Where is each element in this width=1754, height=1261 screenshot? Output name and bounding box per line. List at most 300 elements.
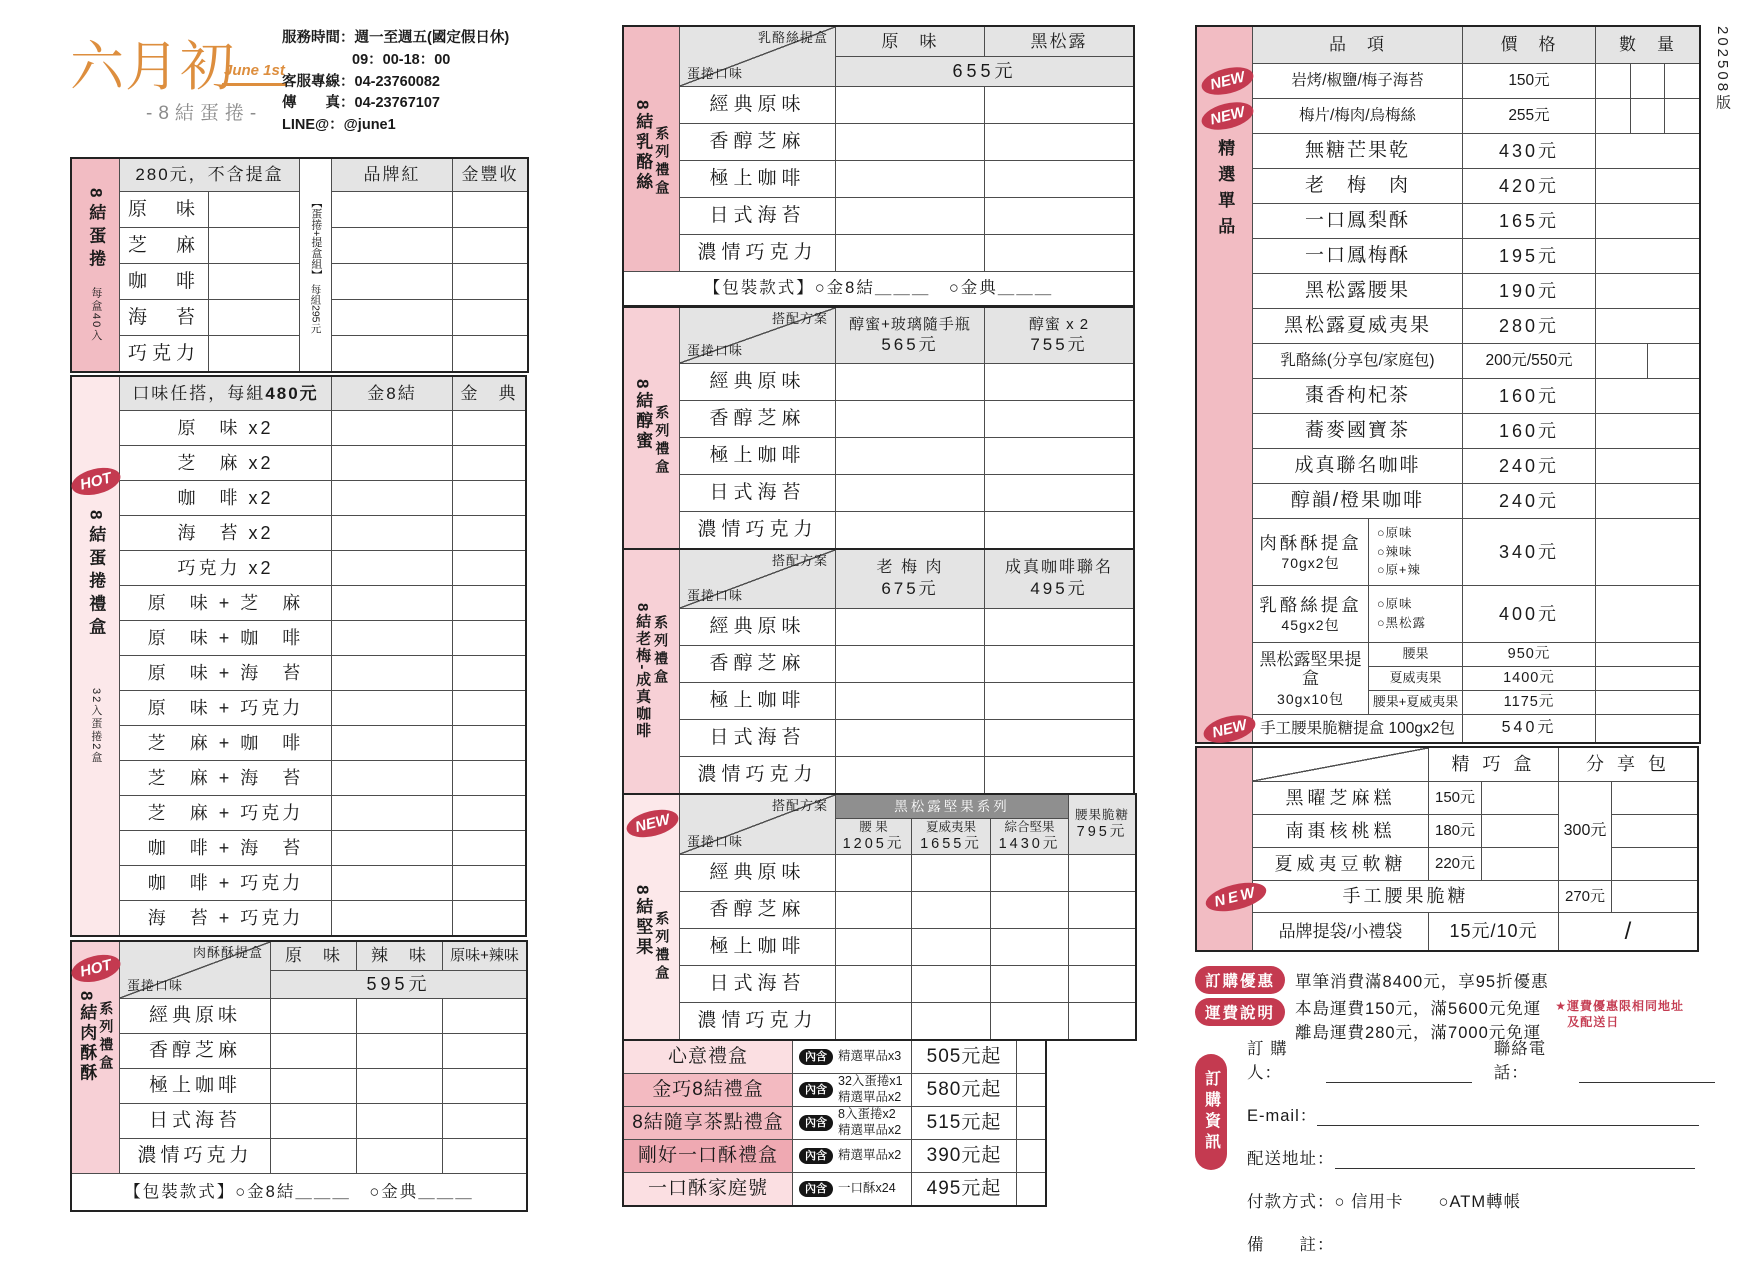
order-cell[interactable] (453, 446, 525, 480)
sidebar-subtitle: 系列禮盒 (654, 911, 671, 983)
sidebar-subtitle: 系列禮盒 (653, 615, 670, 688)
qty-cell[interactable] (1612, 782, 1697, 814)
order-cell[interactable] (836, 438, 984, 474)
flavor-label: 日式海苔 (680, 720, 835, 756)
item-name-cell (1253, 134, 1462, 168)
flavor-options[interactable]: ○原味 ○黑松露 (1369, 586, 1462, 642)
item-price-cell (1463, 414, 1595, 448)
flavor-label: 日式海苔 (120, 1104, 270, 1138)
contents-badge: 內含 (799, 1115, 833, 1132)
diag-top-label: 乳酪絲提盒 (757, 30, 828, 45)
box-name-cell: 肉酥酥提盒 70gx2包 (1253, 519, 1368, 585)
order-cell[interactable] (453, 656, 525, 690)
order-cell[interactable] (332, 726, 452, 760)
order-cell[interactable] (985, 198, 1133, 234)
order-cell[interactable] (836, 161, 984, 197)
qty-cell[interactable] (1596, 239, 1699, 273)
order-cell[interactable] (985, 364, 1133, 400)
mix-label: 芝 麻 + 咖 啡 (120, 726, 331, 760)
order-cell[interactable] (912, 855, 990, 891)
qty-cell[interactable] (1596, 715, 1699, 742)
order-cell[interactable] (453, 411, 525, 445)
order-cell[interactable] (912, 966, 990, 1002)
item-price-cell (1463, 239, 1595, 273)
order-cell[interactable] (453, 831, 525, 865)
column-share-pack: 分 享 包 (1559, 748, 1697, 781)
item-name-cell (1208, 99, 1462, 133)
sweet-name: 南棗核桃糕 (1253, 815, 1428, 847)
item-price: 420元 (1498, 175, 1560, 196)
order-cell[interactable] (836, 401, 984, 437)
order-cell[interactable] (209, 336, 299, 371)
mix-label: 芝 麻 x2 (120, 446, 331, 480)
gift-name: 剛好一口酥禮盒 (624, 1140, 792, 1172)
order-cell[interactable] (443, 1104, 526, 1138)
address-line[interactable]: 配送地址： (1247, 1132, 1715, 1175)
flavor-label: 濃情巧克力 (120, 1139, 270, 1173)
order-cell[interactable] (453, 621, 525, 655)
diag-bottom-label: 蛋捲口味 (687, 588, 744, 604)
order-cell[interactable] (836, 1003, 911, 1039)
email-field[interactable] (1317, 1107, 1699, 1126)
diag-top-label: 搭配方案 (771, 798, 828, 813)
order-cell[interactable] (332, 901, 452, 935)
gift-box-mix-table (70, 375, 527, 937)
order-cell[interactable] (912, 929, 990, 965)
order-cell[interactable] (991, 1003, 1068, 1039)
order-cell[interactable] (836, 683, 984, 719)
brand-name-en: June 1st (222, 62, 287, 86)
order-cell[interactable] (271, 1069, 356, 1103)
item-price-cell (1463, 204, 1595, 238)
order-cell[interactable] (453, 336, 527, 371)
order-cell[interactable] (836, 609, 984, 645)
item-name: 黑松露夏威夷果 (1283, 315, 1431, 337)
diag-bottom-label: 蛋捲口味 (687, 66, 744, 82)
new-badge: NEW (1201, 710, 1258, 747)
qty-cell[interactable] (1596, 274, 1699, 308)
gift-name: 8結隨享茶點禮盒 (624, 1107, 792, 1139)
packaging-options[interactable]: 【包裝款式】○金8結＿＿＿ ○金典＿＿＿ (624, 272, 1133, 305)
qty-cell[interactable] (1596, 643, 1699, 666)
gift-name: 一口酥家庭號 (624, 1173, 792, 1205)
promo-text: 單筆消費滿8400元，享95折優惠 (1295, 973, 1549, 991)
qty-cell[interactable] (1596, 414, 1699, 448)
order-cell[interactable] (1017, 1140, 1045, 1172)
diagonal-header (120, 942, 270, 998)
cheese-gift-table (622, 25, 1135, 307)
contents-line: 8入蛋捲x2 (838, 1107, 896, 1122)
order-cell[interactable] (357, 1104, 442, 1138)
item-name-cell (1253, 379, 1462, 413)
contents-badge: 內含 (799, 1082, 833, 1099)
order-cell[interactable] (985, 235, 1133, 271)
nut-gift-table (622, 793, 1137, 1041)
cashew-brittle-name: NEW 手工腰果脆糖 (1253, 881, 1558, 912)
sweet-name: 夏威夷豆軟糖 (1253, 848, 1428, 880)
qty-cell[interactable] (1596, 586, 1699, 642)
gift-contents (793, 1041, 911, 1073)
order-cell[interactable] (332, 551, 452, 585)
remarks-line[interactable]: 備 註： (1247, 1236, 1335, 1254)
order-cell[interactable] (1017, 1107, 1045, 1139)
variant-name: 夏威夷果 (1369, 667, 1462, 690)
gift-price: 580元起 (912, 1074, 1016, 1106)
item-name-cell (1253, 484, 1462, 518)
order-cell[interactable] (453, 866, 525, 900)
qty-cell[interactable] (1596, 519, 1699, 585)
order-cell[interactable] (1017, 1173, 1045, 1205)
promo-line (1195, 966, 1549, 994)
flavor-label: 經典原味 (680, 87, 835, 123)
item-price: 195元 (1498, 245, 1560, 266)
flavor-label: 香醇芝麻 (680, 124, 835, 160)
nut-column-header: 夏威夷果 1655元 (912, 819, 990, 854)
order-cell[interactable] (357, 1034, 442, 1068)
nut-column-header: 腰 果 1205元 (836, 819, 911, 854)
order-cell[interactable] (332, 691, 452, 725)
item-name-cell (1208, 64, 1462, 98)
item-price-cell (1463, 274, 1595, 308)
order-cell[interactable] (209, 192, 299, 227)
order-cell[interactable] (332, 446, 452, 480)
email-line[interactable]: E-mail： (1247, 1089, 1715, 1132)
diagonal-header (680, 795, 835, 854)
brand-logo (70, 22, 295, 126)
order-cell[interactable] (453, 192, 527, 227)
order-cell[interactable] (991, 855, 1068, 891)
order-cell[interactable] (836, 87, 984, 123)
order-cell[interactable] (991, 929, 1068, 965)
order-cell[interactable] (985, 124, 1133, 160)
order-cell[interactable] (357, 1069, 442, 1103)
order-cell[interactable] (332, 866, 452, 900)
order-cell[interactable] (332, 192, 452, 227)
diagonal-header (680, 27, 835, 86)
order-cell[interactable] (1017, 1074, 1045, 1106)
order-cell[interactable] (357, 1139, 442, 1173)
order-cell[interactable] (836, 364, 984, 400)
item-name-cell (1253, 344, 1462, 378)
qty-cell[interactable] (1612, 848, 1697, 880)
order-cell[interactable] (836, 124, 984, 160)
order-cell[interactable] (271, 1104, 356, 1138)
order-cell[interactable] (836, 198, 984, 234)
order-cell[interactable] (271, 1139, 356, 1173)
item-name: 醇韻/橙果咖啡 (1290, 490, 1425, 512)
order-cell[interactable] (836, 855, 911, 891)
truffle-nut-box-name: 黑松露堅果提盒 30gx10包 (1253, 643, 1368, 714)
flavor-label: 原 味 (120, 192, 208, 227)
order-cell[interactable] (985, 646, 1133, 682)
sidebar-plum-coffee (624, 550, 679, 793)
gift-contents (793, 1173, 911, 1205)
order-cell[interactable] (453, 264, 527, 299)
sidebar-title: 8結乳酪絲 (633, 100, 653, 193)
order-cell[interactable] (1069, 892, 1135, 928)
order-cell[interactable] (1069, 966, 1135, 1002)
order-cell[interactable] (836, 512, 984, 548)
order-cell[interactable] (453, 551, 525, 585)
order-cell[interactable] (332, 796, 452, 830)
new-badge: NEW (1199, 62, 1256, 99)
qty-cell[interactable] (1612, 881, 1697, 912)
qty-cell[interactable] (1596, 204, 1699, 238)
sidebar-cheese (624, 27, 679, 271)
item-price: 200元/550元 (1485, 352, 1573, 370)
qty-cell[interactable] (1596, 99, 1699, 133)
sidebar-subtitle: 系列禮盒 (654, 405, 671, 477)
column-price: 價 格 (1463, 27, 1595, 63)
order-cell[interactable] (271, 1034, 356, 1068)
order-cell[interactable] (985, 512, 1133, 548)
order-cell[interactable] (332, 411, 452, 445)
item-price: 160元 (1498, 385, 1560, 406)
order-cell[interactable] (332, 516, 452, 550)
order-cell[interactable] (332, 264, 452, 299)
order-cell[interactable] (453, 796, 525, 830)
contents-badge: 內含 (799, 1181, 833, 1198)
item-name: 岩烤/椒鹽/梅子海苔 (1291, 72, 1424, 90)
service-phone: 客服專線：04-23760082 (282, 73, 440, 90)
flavor-options[interactable]: ○原味 ○辣味 ○原+辣 (1369, 519, 1462, 585)
order-cell[interactable] (836, 757, 984, 793)
item-name-cell (1253, 239, 1462, 273)
order-cell[interactable] (453, 300, 527, 335)
gift-price: 495元起 (912, 1173, 1016, 1205)
contents-line: 精選單品x2 (838, 1123, 902, 1137)
order-cell[interactable] (453, 228, 527, 263)
order-cell[interactable] (985, 475, 1133, 511)
qty-cell[interactable] (1596, 484, 1699, 518)
order-cell[interactable] (443, 1069, 526, 1103)
order-cell[interactable] (991, 892, 1068, 928)
share-pack-price: 300元 (1559, 782, 1611, 880)
sidebar-title: 8結蛋捲 (86, 188, 106, 273)
gift-price: 390元起 (912, 1140, 1016, 1172)
column-gold-classic: 金 典 (453, 377, 525, 410)
qty-cell[interactable] (1596, 344, 1699, 378)
order-cell[interactable] (991, 966, 1068, 1002)
order-cell[interactable] (985, 438, 1133, 474)
nut-column-header: 綜合堅果 1430元 (991, 819, 1068, 854)
order-cell[interactable] (332, 621, 452, 655)
qty-cell[interactable] (1596, 691, 1699, 714)
order-cell[interactable] (836, 929, 911, 965)
mix-header: 口味任搭，每組 480元 (120, 377, 331, 410)
order-cell[interactable] (1069, 1003, 1135, 1039)
qty-cell[interactable] (1482, 815, 1558, 847)
order-cell[interactable] (453, 516, 525, 550)
version-label: 202508版 (1714, 26, 1731, 113)
flavor-label: 極上咖啡 (680, 929, 835, 965)
item-price: 160元 (1498, 420, 1560, 441)
mix-label: 原 味 + 咖 啡 (120, 621, 331, 655)
single-items-table (1195, 25, 1701, 744)
order-cell[interactable] (271, 999, 356, 1033)
order-cell[interactable] (332, 656, 452, 690)
plum-coffee-gift-table (622, 548, 1135, 795)
flavor-label: 濃情巧克力 (680, 235, 835, 271)
order-info-section (1195, 1040, 1715, 1261)
item-price-cell (1463, 484, 1595, 518)
sidebar-note: 每盒40入 (89, 286, 102, 342)
flavor-label: 經典原味 (680, 855, 835, 891)
order-cell[interactable] (985, 757, 1133, 793)
promo-badge: 訂購優惠 (1195, 966, 1285, 994)
order-info-badge: 訂購資訊 (1195, 1054, 1227, 1170)
diag-bottom-label: 蛋捲口味 (687, 834, 744, 850)
variant-name: 腰果 (1369, 643, 1462, 666)
flavor-label: 芝 麻 (120, 228, 208, 263)
flavor-label: 極上咖啡 (680, 438, 835, 474)
order-cell[interactable] (836, 646, 984, 682)
contents-line: 精選單品x2 (838, 1090, 902, 1104)
qty-cell[interactable] (1596, 64, 1699, 98)
combo-set-note (300, 159, 331, 371)
qty-cell[interactable] (1596, 134, 1699, 168)
order-cell[interactable] (332, 481, 452, 515)
flavor-label: 濃情巧克力 (680, 757, 835, 793)
orderer-field[interactable] (1326, 1064, 1472, 1083)
sweet-name: 黑曜芝麻糕 (1253, 782, 1428, 814)
column-mixed: 原味+辣味 (443, 942, 526, 970)
truffle-nut-series-header: 黑松露堅果系列 (836, 795, 1068, 818)
order-cell[interactable] (209, 264, 299, 299)
qty-cell[interactable] (1596, 667, 1699, 690)
flavor-label: 香醇芝麻 (680, 646, 835, 682)
flavor-label: 咖 啡 (120, 264, 208, 299)
line-account: LINE@：@june1 (282, 117, 396, 133)
order-cell[interactable] (836, 235, 984, 271)
box-name-cell: 乳酪絲提盒 45gx2包 (1253, 586, 1368, 642)
order-cell[interactable] (332, 831, 452, 865)
order-cell[interactable] (357, 999, 442, 1033)
variant-price: 1400元 (1463, 667, 1595, 690)
contents-line: 精選單品x3 (838, 1049, 902, 1064)
order-cell[interactable] (209, 228, 299, 263)
order-cell[interactable] (332, 228, 452, 263)
order-cell[interactable] (453, 901, 525, 935)
order-cell[interactable] (985, 87, 1133, 123)
qty-cell[interactable] (1596, 169, 1699, 203)
order-cell[interactable] (1069, 855, 1135, 891)
flavor-label: 濃情巧克力 (680, 1003, 835, 1039)
qty-cell[interactable] (1612, 815, 1697, 847)
cashew-brittle-price: 270元 (1559, 881, 1611, 912)
combo-set-label: 【蛋捲+提盒組】 (309, 196, 322, 281)
sidebar-nuts (624, 795, 679, 1039)
column-gold-8: 金8結 (332, 377, 452, 410)
mix-label: 咖 啡 x2 (120, 481, 331, 515)
qty-cell[interactable] (1596, 309, 1699, 343)
order-cell[interactable] (985, 683, 1133, 719)
order-cell[interactable] (912, 1003, 990, 1039)
sidebar-gift-box (72, 377, 119, 935)
diagonal-header (680, 308, 835, 363)
order-cell[interactable] (985, 720, 1133, 756)
hot-badge: HOT (68, 950, 122, 986)
contents-badge: 內含 (799, 1148, 833, 1165)
qty-cell[interactable] (1596, 379, 1699, 413)
item-name: 無糖芒果乾 (1304, 140, 1410, 162)
honey-gift-table (622, 306, 1135, 550)
order-cell[interactable] (332, 300, 452, 335)
order-cell[interactable] (836, 892, 911, 928)
flavor-label: 巧克力 (120, 336, 208, 371)
item-price-cell (1463, 169, 1595, 203)
sidebar-title: 8結堅果 (633, 885, 653, 958)
flavor-label: 香醇芝麻 (680, 401, 835, 437)
shipping-text: 本島運費150元，滿5600元免運 離島運費280元，滿7000元免運 (1295, 1000, 1542, 1042)
address-field[interactable] (1335, 1150, 1695, 1169)
order-cell[interactable] (453, 691, 525, 725)
item-price: 400元 (1463, 586, 1595, 642)
order-cell[interactable] (453, 481, 525, 515)
orderer-line[interactable]: 訂 購 人： 聯絡電話： (1247, 1046, 1715, 1089)
qty-cell[interactable] (1596, 449, 1699, 483)
mix-label: 海 苔 + 巧克力 (120, 901, 331, 935)
order-cell[interactable] (443, 999, 526, 1033)
diag-top-label: 肉酥酥提盒 (192, 945, 263, 960)
pork-floss-table (70, 940, 528, 1212)
order-cell[interactable] (209, 300, 299, 335)
item-name: 乳酪絲(分享包/家庭包) (1280, 352, 1435, 370)
combo-set-price: 每組295元 (309, 284, 322, 334)
sidebar-single-items (1197, 27, 1252, 742)
egg-roll-table (70, 157, 529, 373)
payment-line[interactable]: 付款方式：○ 信用卡 ○ATM轉帳 (1247, 1193, 1522, 1211)
order-cell[interactable] (985, 401, 1133, 437)
order-cell[interactable] (1069, 929, 1135, 965)
order-cell[interactable] (985, 609, 1133, 645)
column-original: 原 味 (271, 942, 356, 970)
order-cell[interactable] (985, 161, 1133, 197)
order-cell[interactable] (912, 892, 990, 928)
qty-cell[interactable] (1482, 848, 1558, 880)
mix-label: 原 味 + 巧克力 (120, 691, 331, 725)
sweet-price: 220元 (1429, 848, 1481, 880)
order-cell[interactable] (443, 1034, 526, 1068)
order-cell[interactable] (453, 726, 525, 760)
order-cell[interactable] (332, 586, 452, 620)
gift-contents (793, 1107, 911, 1139)
phone-field[interactable] (1579, 1064, 1715, 1083)
item-price-cell (1463, 134, 1595, 168)
mix-label: 巧克力 x2 (120, 551, 331, 585)
order-cell[interactable] (332, 336, 452, 371)
brand-name: 六月初 (70, 37, 235, 97)
order-cell[interactable] (332, 761, 452, 795)
order-cell[interactable] (836, 966, 911, 1002)
order-cell[interactable] (453, 586, 525, 620)
order-cell[interactable] (443, 1139, 526, 1173)
sidebar-egg-roll (72, 159, 119, 371)
order-cell[interactable] (453, 761, 525, 795)
order-cell[interactable] (836, 475, 984, 511)
order-cell[interactable] (836, 720, 984, 756)
column-small-box: 精 巧 盒 (1429, 748, 1558, 781)
qty-cell[interactable] (1482, 782, 1558, 814)
packaging-options[interactable]: 【包裝款式】○金8結＿＿＿ ○金典＿＿＿ (72, 1174, 526, 1210)
order-cell[interactable] (1017, 1041, 1045, 1073)
sidebar-title: 8結蛋捲禮盒 (86, 510, 106, 641)
item-price: 540元 (1463, 715, 1595, 742)
column-truffle: 黑松露 (985, 27, 1133, 56)
item-price: 340元 (1463, 519, 1595, 585)
diag-top-label: 搭配方案 (771, 553, 828, 568)
item-name: 棗香枸杞茶 (1304, 385, 1410, 407)
